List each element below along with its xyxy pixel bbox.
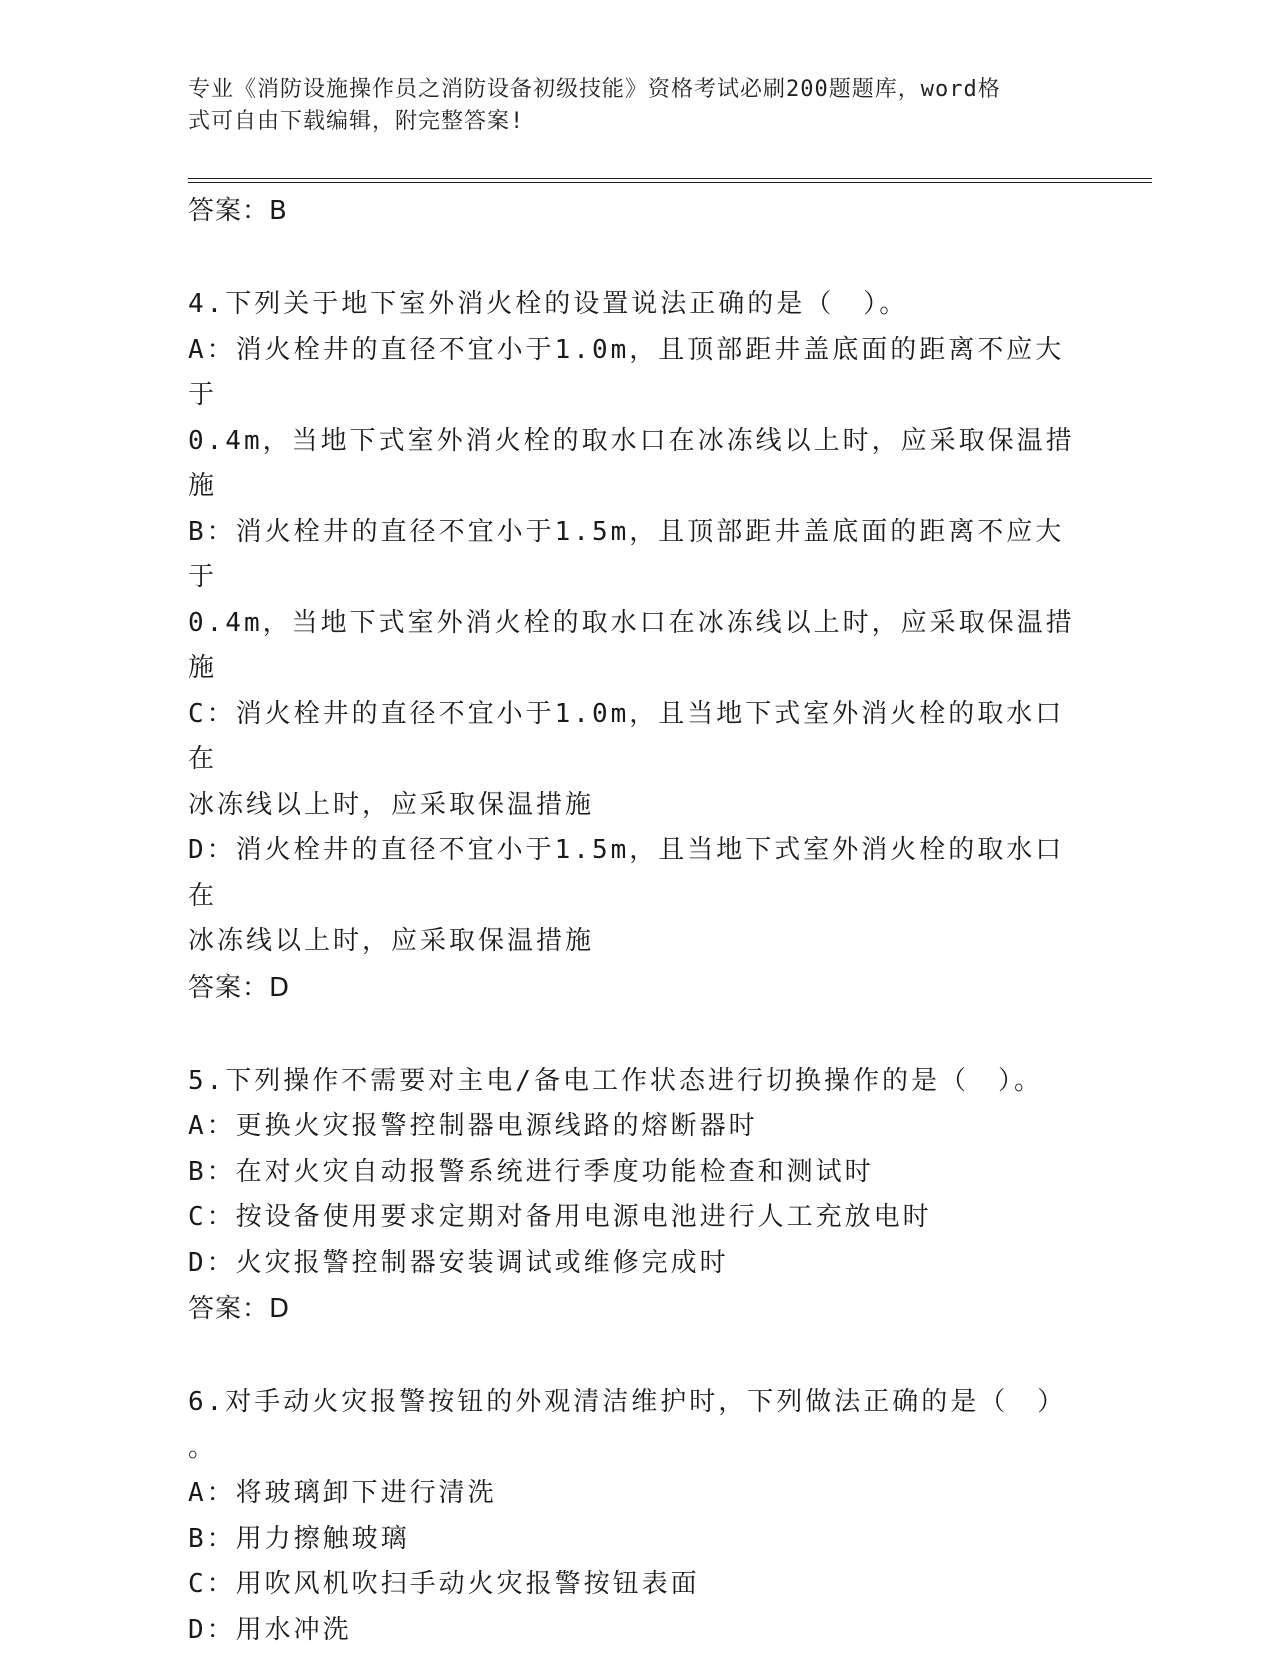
option-c-line-1: C：消火栓井的直径不宜小于1.0m，且当地下式室外消火栓的取水口在 <box>188 692 1088 783</box>
spacer <box>188 1011 1088 1059</box>
option-c <box>188 692 1088 829</box>
option-a: A：更换火灾报警控制器电源线路的熔断器时 <box>188 1104 1088 1150</box>
option-a-line-3: 施 <box>188 464 1088 510</box>
option-a: A：将玻璃卸下进行清洗 <box>188 1471 1088 1517</box>
question-5 <box>188 1059 1088 1333</box>
header-rule-bottom <box>188 182 1152 183</box>
header-rule-top <box>188 178 1152 179</box>
header-line-2: 式可自由下载编辑，附完整答案! <box>188 106 1068 138</box>
previous-answer: 答案：B <box>188 188 1088 234</box>
document-body <box>188 188 1088 1653</box>
option-d-line-1: D：消火栓井的直径不宜小于1.5m，且当地下式室外消火栓的取水口在 <box>188 828 1088 919</box>
spacer <box>188 234 1088 282</box>
option-d <box>188 828 1088 965</box>
option-b: B：用力擦触玻璃 <box>188 1517 1088 1563</box>
question-6 <box>188 1380 1088 1653</box>
option-b-line-3: 施 <box>188 646 1088 692</box>
question-stem-line-2: 。 <box>188 1426 1088 1472</box>
option-a-line-2: 0.4m，当地下式室外消火栓的取水口在冰冻线以上时，应采取保温措 <box>188 419 1088 465</box>
header-line-1: 专业《消防设施操作员之消防设备初级技能》资格考试必刷200题题库，word格 <box>188 74 1068 106</box>
question-stem-line-1: 6.对手动火灾报警按钮的外观清洁维护时，下列做法正确的是（ ） <box>188 1380 1088 1426</box>
option-b-line-1: B：消火栓井的直径不宜小于1.5m，且顶部距井盖底面的距离不应大于 <box>188 510 1088 601</box>
question-4 <box>188 282 1088 1011</box>
question-answer: 答案：D <box>188 1286 1088 1332</box>
option-b <box>188 510 1088 692</box>
option-c: C：用吹风机吹扫手动火灾报警按钮表面 <box>188 1562 1088 1608</box>
option-c-line-2: 冰冻线以上时，应采取保温措施 <box>188 783 1088 829</box>
spacer <box>188 1332 1088 1380</box>
option-a-line-1: A：消火栓井的直径不宜小于1.0m，且顶部距井盖底面的距离不应大于 <box>188 328 1088 419</box>
option-d: D：用水冲洗 <box>188 1608 1088 1653</box>
option-b-line-2: 0.4m，当地下式室外消火栓的取水口在冰冻线以上时，应采取保温措 <box>188 601 1088 647</box>
option-a <box>188 328 1088 510</box>
document-header <box>188 74 1068 138</box>
question-stem: 5.下列操作不需要对主电/备电工作状态进行切换操作的是（ ）。 <box>188 1059 1088 1105</box>
question-answer: 答案：D <box>188 965 1088 1011</box>
option-c: C：按设备使用要求定期对备用电源电池进行人工充放电时 <box>188 1195 1088 1241</box>
question-stem: 4.下列关于地下室外消火栓的设置说法正确的是（ ）。 <box>188 282 1088 328</box>
option-b: B：在对火灾自动报警系统进行季度功能检查和测试时 <box>188 1150 1088 1196</box>
option-d: D：火灾报警控制器安装调试或维修完成时 <box>188 1241 1088 1287</box>
option-d-line-2: 冰冻线以上时，应采取保温措施 <box>188 919 1088 965</box>
